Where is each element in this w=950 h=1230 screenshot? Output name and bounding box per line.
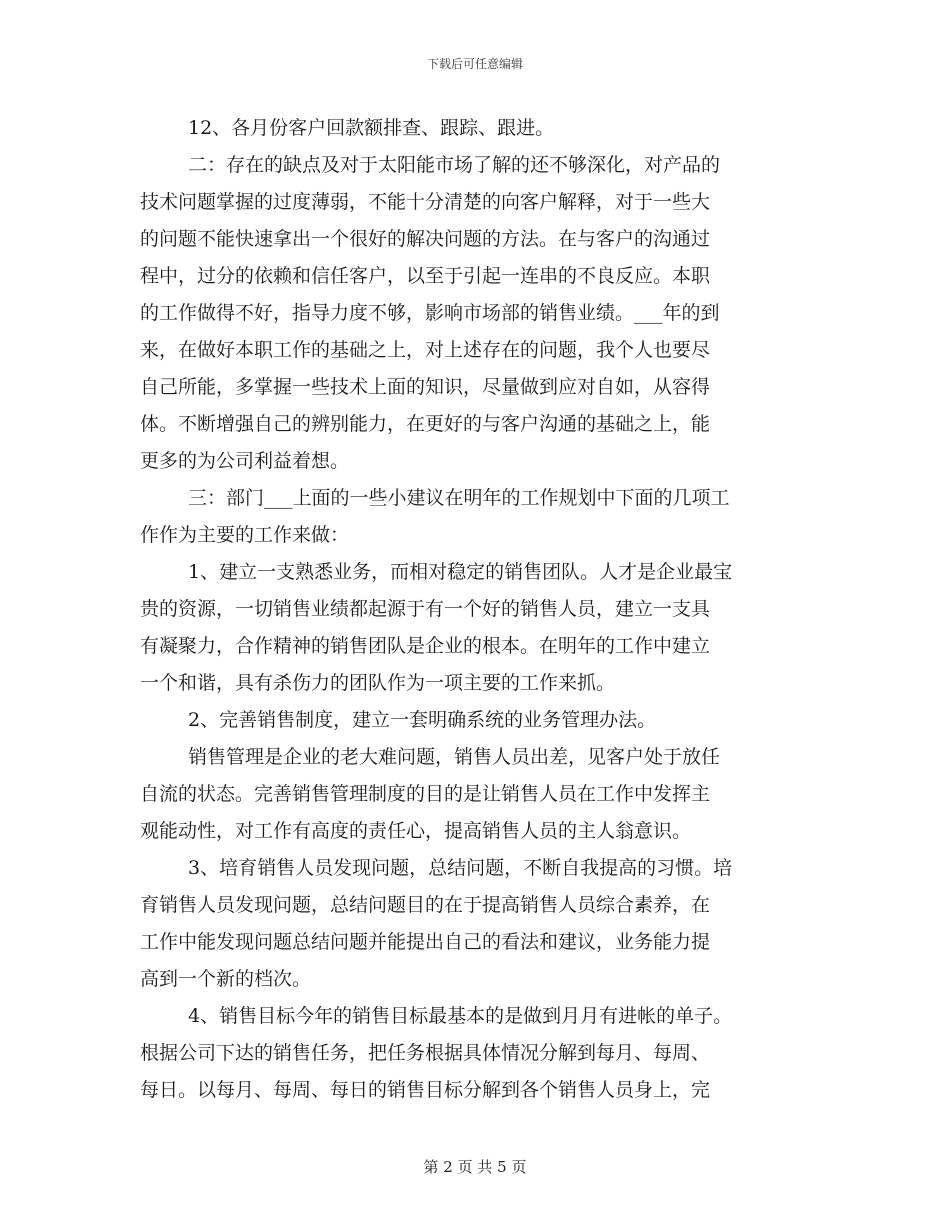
text-line: 每日。以每月、每周、每日的销售目标分解到各个销售人员身上，完 (140, 1079, 711, 1101)
text-line: 更多的为公司利益着想。 (140, 450, 350, 472)
text-line: 有凝聚力，合作精神的销售团队是企业的根本。在明年的工作中建立 (140, 635, 711, 657)
text-line: 二：存在的缺点及对于太阳能市场了解的还不够深化，对产品的 (188, 154, 721, 176)
text-line: 的问题不能快速拿出一个很好的解决问题的方法。在与客户的沟通过 (140, 228, 711, 250)
text-line: 3、培育销售人员发现问题，总结问题，不断自我提高的习惯。培 (188, 857, 733, 879)
text-line: 12、各月份客户回款额排查、跟踪、跟进。 (188, 117, 555, 139)
text-line: 作作为主要的工作来做： (140, 524, 350, 546)
text-line: 4、销售目标今年的销售目标最基本的是做到月月有进帐的单子。 (188, 1005, 733, 1027)
text-line: 观能动性，对工作有高度的责任心，提高销售人员的主人翁意识。 (140, 820, 692, 842)
text-line: 的工作做得不好，指导力度不够，影响市场部的销售业绩。___年的到 (140, 302, 720, 324)
text-line: 三：部门___上面的一些小建议在明年的工作规划中下面的几项工 (188, 487, 730, 509)
text-line: 自流的状态。完善销售管理制度的目的是让销售人员在工作中发挥主 (140, 783, 711, 805)
text-line: 来，在做好本职工作的基础之上，对上述存在的问题，我个人也要尽 (140, 339, 711, 361)
text-line: 根据公司下达的销售任务，把任务根据具体情况分解到每月、每周、 (140, 1042, 711, 1064)
page-header: 下载后可任意编辑 (426, 57, 523, 71)
text-line: 自己所能，多掌握一些技术上面的知识，尽量做到应对自如，从容得 (140, 376, 711, 398)
text-line: 销售管理是企业的老大难问题，销售人员出差，见客户处于放任 (188, 746, 721, 768)
text-line: 育销售人员发现问题，总结问题目的在于提高销售人员综合素养，在 (140, 894, 711, 916)
text-line: 工作中能发现问题总结问题并能提出自己的看法和建议，业务能力提 (140, 931, 711, 953)
document-body (140, 110, 810, 1109)
text-line: 技术问题掌握的过度薄弱，不能十分清楚的向客户解释，对于一些大 (140, 191, 711, 213)
text-line: 体。不断增强自己的辨别能力，在更好的与客户沟通的基础之上，能 (140, 413, 711, 435)
text-line: 2、完善销售制度，建立一套明确系统的业务管理办法。 (188, 709, 657, 731)
text-line: 贵的资源，一切销售业绩都起源于有一个好的销售人员，建立一支具 (140, 598, 711, 620)
text-line: 一个和谐，具有杀伤力的团队作为一项主要的工作来抓。 (140, 672, 616, 694)
text-line: 程中，过分的依赖和信任客户，以至于引起一连串的不良反应。本职 (140, 265, 711, 287)
page-number: 第 2 页 共 5 页 (423, 1158, 527, 1176)
text-line: 高到一个新的档次。 (140, 968, 312, 990)
text-line: 1、建立一支熟悉业务，而相对稳定的销售团队。人才是企业最宝 (188, 561, 733, 583)
